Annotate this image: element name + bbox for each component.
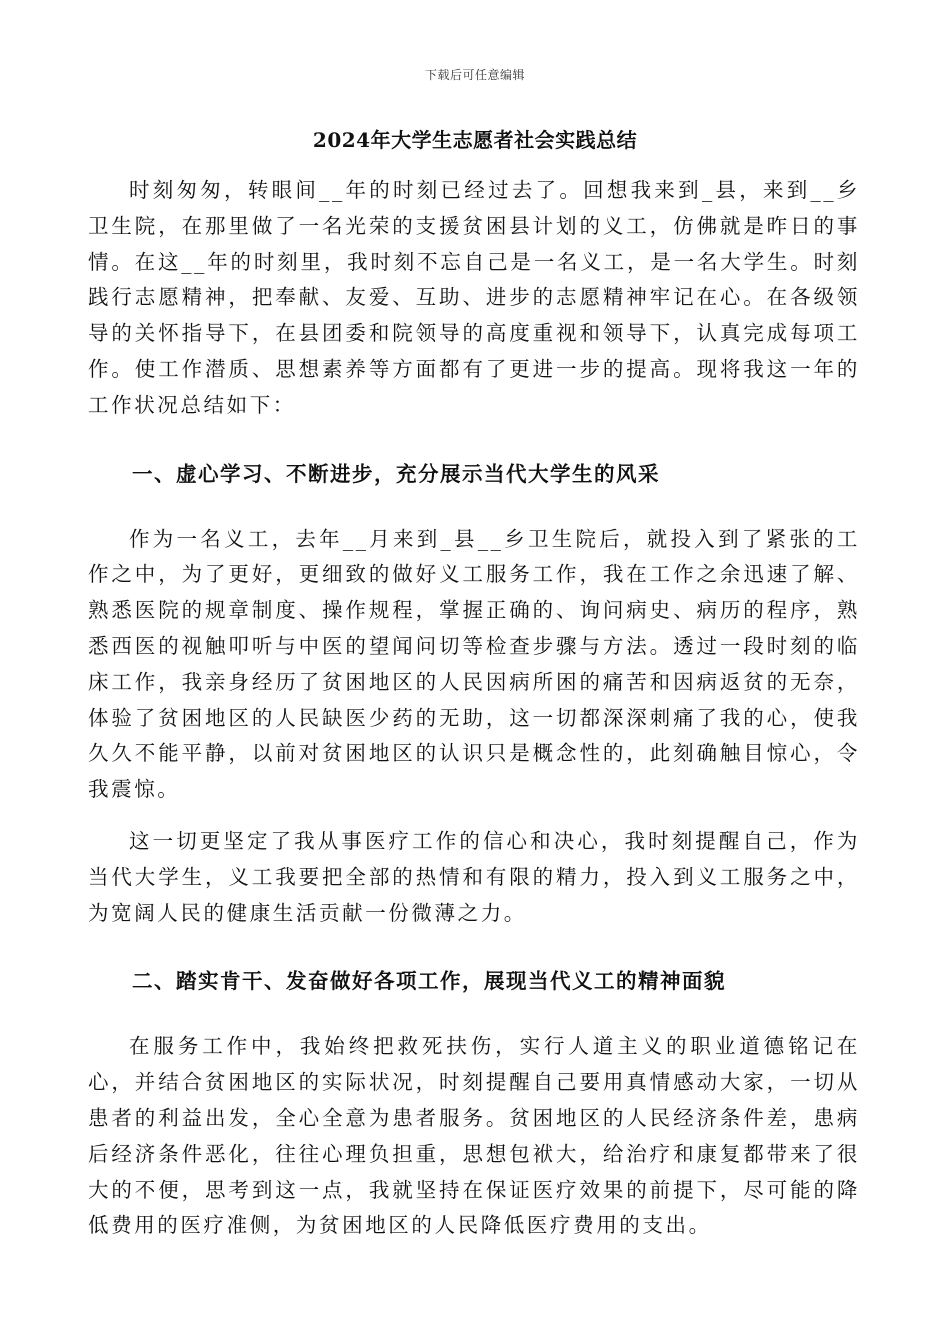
section-2-paragraph-1: 在服务工作中，我始终把救死扶伤，实行人道主义的职业道德铭记在心，并结合贫困地区的实际状况，时刻提醒自己要用真情感动大家，一切从患者的利益出发，全心全意为患者服务。贫困地区的人民经济条件差，患病后经济条件恶化，往往心理负担重，思想包袱大，给治疗和康复都带来了很大的不便，思考到这一点，我就坚持在保证医疗效果的前提下，尽可能的降低费用的医疗准侧，为贫困地区的人民降低医疗费用的支出。: [88, 1034, 860, 1238]
header-note: 下载后可任意编辑: [424, 68, 525, 82]
document-body: [88, 173, 860, 1244]
section-2-heading: 二、踏实肯干、发奋做好各项工作，展现当代义工的精神面貌: [132, 969, 726, 994]
document-title: 2024年大学生志愿者社会实践总结: [312, 128, 638, 152]
section-1-heading: 一、虚心学习、不断进步，充分展示当代大学生的风采: [132, 461, 660, 486]
section-1-paragraph-1: 作为一名义工，去年__月来到_县__乡卫生院后，就投入到了紧张的工作之中，为了更好，更细致的做好义工服务工作，我在工作之余迅速了解、熟悉医院的规章制度、操作规程，掌握正确的、询问病史、病历的程序，熟悉西医的视触叩听与中医的望闻问切等检查步骤与方法。透过一段时刻的临床工作，我亲身经历了贫困地区的人民因病所困的痛苦和因病返贫的无奈，体验了贫困地区的人民缺医少药的无助，这一切都深深刺痛了我的心，使我久久不能平静，以前对贫困地区的认识只是概念性的，此刻确触目惊心，令我震惊。: [88, 526, 860, 802]
intro-paragraph: 时刻匆匆，转眼间__年的时刻已经过去了。回想我来到_县，来到__乡卫生院，在那里做了一名光荣的支援贫困县计划的义工，仿佛就是昨日的事情。在这__年的时刻里，我时刻不忘自己是一名义工，是一名大学生。时刻践行志愿精神，把奉献、友爱、互助、进步的志愿精神牢记在心。在各级领导的关怀指导下，在县团委和院领导的高度重视和领导下，认真完成每项工作。使工作潜质、思想素养等方面都有了更进一步的提高。现将我这一年的工作状况总结如下：: [88, 178, 860, 417]
section-1-paragraph-2: 这一切更坚定了我从事医疗工作的信心和决心，我时刻提醒自己，作为当代大学生，义工我要把全部的热情和有限的精力，投入到义工服务之中，为宽阔人民的健康生活贡献一份微薄之力。: [88, 828, 860, 925]
